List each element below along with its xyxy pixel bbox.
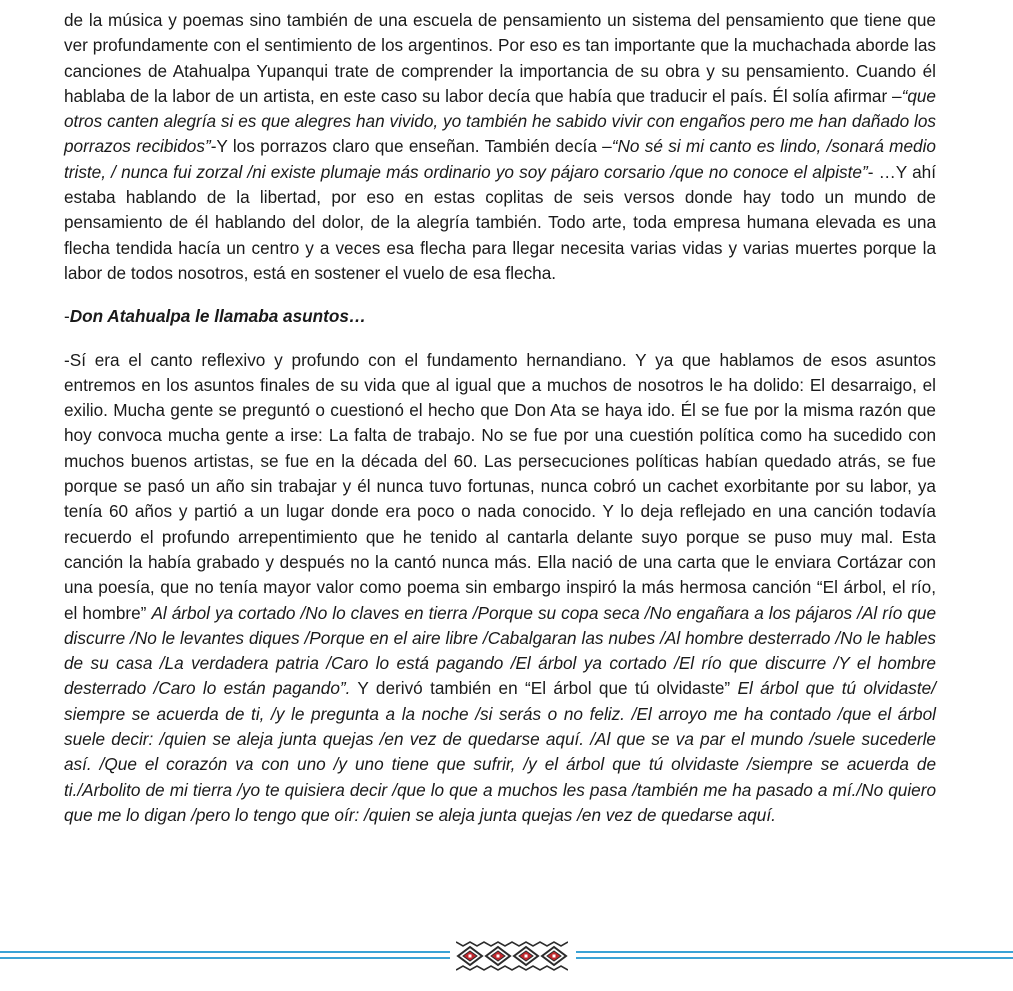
heading-dash: - (64, 306, 70, 327)
rule-line (576, 951, 1013, 953)
quoted-lyrics: Al árbol ya cortado /No lo claves en tierra /Porque su copa seca /No engañara a los pájaros /Al río que discurre /No le levantes diques /Porque en el aire libre /Cabalgaran las nubes /Al hombre desterrado /No le hables de su casa /La verdadera patria /Caro lo está pagando /El árbol ya cortado /El río que discurre /Y el hombre desterrado /Caro lo están pagando”. (64, 602, 937, 699)
ornament-zigzag-bottom (456, 966, 568, 970)
text-run: Y derivó también en “El árbol que tú olvidaste” (350, 678, 738, 699)
page-footer-divider (0, 940, 1013, 972)
ornament-diamond-center (469, 955, 472, 958)
quoted-lyrics: El árbol que tú olvidaste/ siempre se acuerda de ti, /y le pregunta a la noche /si serás o no feliz. /El arroyo me ha contado /que el árbol suele decir: /quien se aleja junta quejas /en vez de quedarse aquí. /Al que se va par el mundo /suele sucederle así. /Que el corazón va con uno /y uno tiene que sufrir, /y el árbol que tú olvidaste /siempre se acuerda de ti./Arbolito de mi tierra /yo te quisiera decir /que lo que a muchos les pasa /también me ha pasado a mí./No quiero que me lo digan /pero lo tengo que oír: /quien se aleja junta quejas /en vez de quedarse aquí. (64, 678, 936, 825)
ornament-zigzag-top (456, 942, 568, 946)
section-heading (64, 304, 936, 329)
rule-line (0, 951, 450, 953)
rule-line (0, 957, 450, 959)
heading-text: Don Atahualpa le llamaba asuntos… (69, 306, 367, 327)
footer-rule-right (576, 951, 1013, 961)
ornament-diamond-center (497, 955, 500, 958)
quoted-lyrics: “No sé si mi canto es lindo, /sonará medio triste, / nunca fui zorzal /ni existe plumaje más ordinario yo soy pájaro corsario /que no conoce el alpiste” (64, 136, 936, 182)
quoted-lyrics: “que otros canten alegría si es que alegres han vivido, yo también he sabido vivir con engaños pero me han dañado los porrazos recibidos” (64, 85, 936, 157)
rule-line (576, 957, 1013, 959)
text-run: - …Y ahí estaba hablando de la libertad, por eso en estas coplitas de seis versos donde hay todo un mundo de pensamiento de él hablando del dolor, de la alegría también. Todo arte, toda empresa humana elevada es una flecha tendida hacía un centro y a veces esa flecha para llegar necesita varias vidas y varias muertes porque la labor de todos nosotros, está en sostener el vuelo de esa flecha. (64, 161, 936, 283)
text-run: -Sí era el canto reflexivo y profundo con el fundamento hernandiano. Y ya que hablamos de esos asuntos entremos en los asuntos finales de su vida que al igual que a muchos de nosotros le ha dolido: El desarraigo, el exilio. Mucha gente se preguntó o cuestionó el hecho que Don Ata se haya ido. Él se fue por la misma razón que hoy convoca mucha gente a irse: La falta de trabajo. No se fue por una cuestión política como ha sucedido con muchos buenos artistas, se fue en la década del 60. Las persecuciones políticas habían quedado atrás, se fue porque se pasó un año sin trabajar y él nunca tuvo fortunas, nunca cobró un cachet exorbitante por su labor, ya tenía 60 años y partió a un lugar donde era poco o nada conocido. Y lo deja reflejado en una canción todavía recuerdo el profundo arrepentimiento que he tenido al cantarla delante suyo porque se puso muy mal. Esta canción la había grabado y después no la cantó nunca más. Ella nació de una carta que le enviara Cortázar con una poesía, que no tenía mayor valor como poema sin embargo inspiró la más hermosa canción “El árbol, el río, el hombre” (64, 349, 936, 623)
andean-weave-ornament-icon (456, 940, 568, 972)
paragraph-exile (64, 348, 936, 829)
paragraph-intro (64, 8, 936, 286)
ornament-diamond-center (525, 955, 528, 958)
ornament-diamond-center (553, 955, 556, 958)
article-body (64, 8, 936, 828)
text-run: -Y los porrazos claro que enseñan. También decía – (210, 136, 612, 157)
text-run: de la música y poemas sino también de una escuela de pensamiento un sistema del pensamiento que tiene que ver profundamente con el sentimiento de los argentinos. Por eso es tan importante que la muchachada aborde las canciones de Atahualpa Yupanqui trate de comprender la importancia de su obra y su pensamiento. Cuando él hablaba de la labor de un artista, en este caso su labor decía que había que traducir el país. Él solía afirmar – (64, 10, 936, 106)
footer-rule-left (0, 951, 450, 961)
